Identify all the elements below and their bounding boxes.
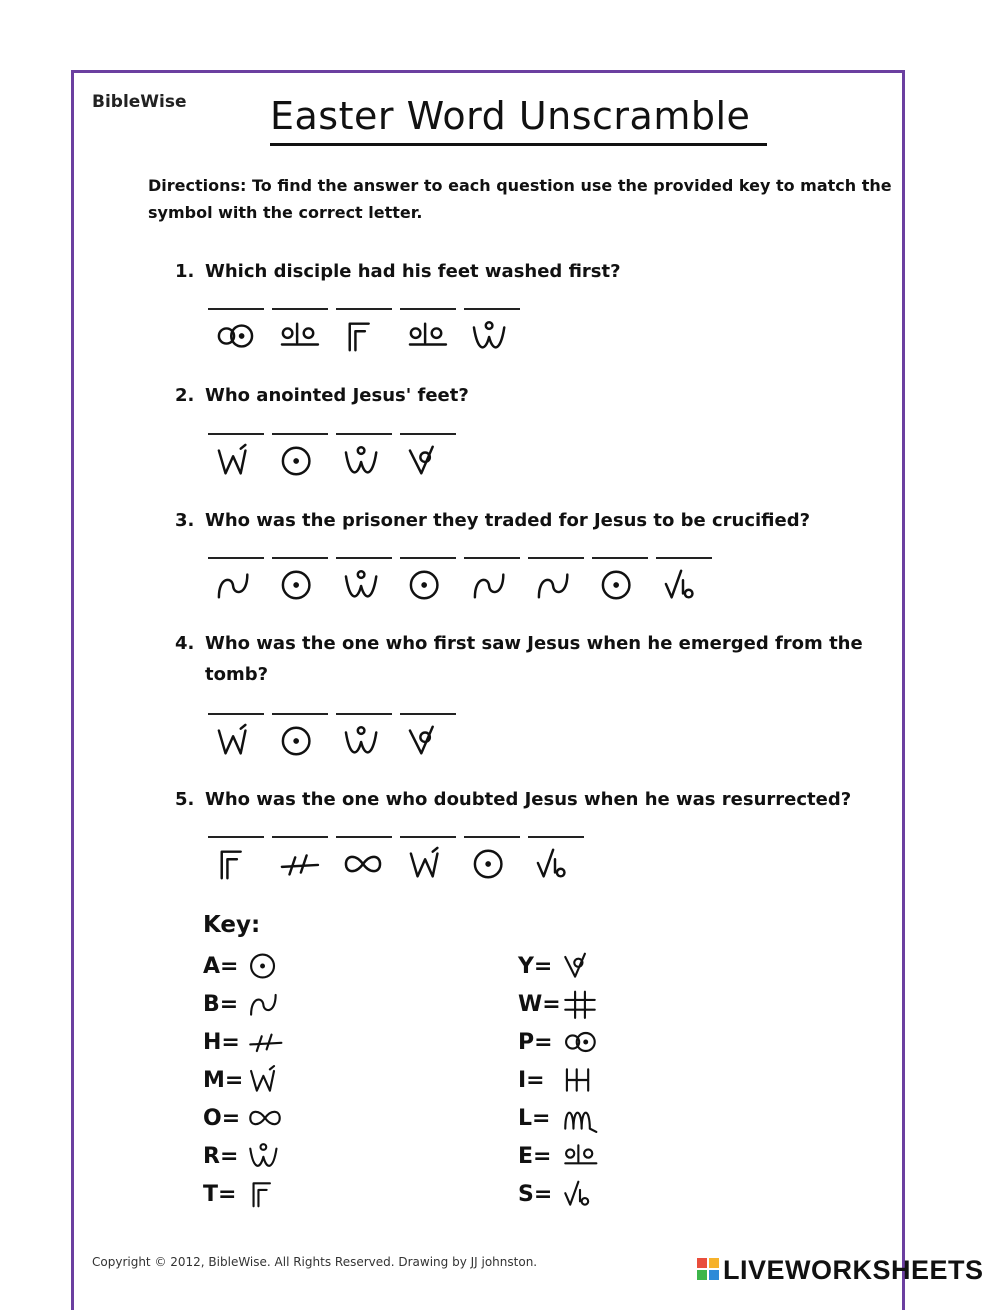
liveworksheets-text: LIVEWORKSHEETS: [723, 1255, 984, 1285]
answer-blank[interactable]: [208, 713, 264, 715]
key-label: P=: [518, 1030, 553, 1055]
cipher-symbol-t-icon: [247, 1178, 283, 1210]
liveworksheets-icon: [697, 1258, 719, 1280]
cipher-symbol-l-icon: [562, 1102, 598, 1134]
question-number: 5.: [175, 789, 195, 810]
answer-blank[interactable]: [272, 713, 328, 715]
cipher-symbol-a-icon: [247, 950, 283, 982]
cipher-symbol-m-icon: [406, 846, 448, 882]
key-label: E=: [518, 1144, 552, 1169]
key-label: I=: [518, 1068, 545, 1093]
key-label: T=: [203, 1182, 237, 1207]
question-number: 2.: [175, 385, 195, 406]
answer-blank[interactable]: [336, 308, 392, 310]
key-label: W=: [518, 992, 561, 1017]
key-label: H=: [203, 1030, 240, 1055]
answer-blank[interactable]: [400, 308, 456, 310]
cipher-symbol-o-icon: [247, 1102, 283, 1134]
key-label: O=: [203, 1106, 241, 1131]
question-4: [175, 628, 890, 690]
question-3: [175, 505, 890, 536]
answer-blank[interactable]: [208, 308, 264, 310]
title-underline: [270, 143, 767, 146]
question-text: Which disciple had his feet washed first?: [205, 261, 621, 282]
answer-blank[interactable]: [272, 836, 328, 838]
answer-blank[interactable]: [400, 557, 456, 559]
answer-blank[interactable]: [400, 713, 456, 715]
answer-blank[interactable]: [400, 433, 456, 435]
cipher-symbol-p-icon: [562, 1026, 598, 1058]
question-text: Who was the one who doubted Jesus when he was resurrected?: [205, 789, 852, 810]
page-title: Easter Word Unscramble: [270, 94, 751, 138]
answer-blank[interactable]: [464, 308, 520, 310]
answer-blank[interactable]: [336, 836, 392, 838]
question-number: 3.: [175, 510, 195, 531]
copyright-text: Copyright © 2012, BibleWise. All Rights Reserved. Drawing by JJ johnston.: [92, 1255, 538, 1269]
cipher-symbol-h-icon: [278, 846, 320, 882]
cipher-symbol-y-icon: [406, 443, 448, 479]
cipher-symbol-i-icon: [562, 1064, 598, 1096]
cipher-symbol-h-icon: [247, 1026, 283, 1058]
cipher-symbol-b-icon: [470, 567, 512, 603]
cipher-symbol-m-icon: [214, 723, 256, 759]
cipher-symbol-w-icon: [562, 988, 598, 1020]
answer-blank[interactable]: [336, 713, 392, 715]
key-label: Y=: [518, 954, 553, 979]
cipher-symbol-r-icon: [342, 567, 384, 603]
cipher-symbol-e-icon: [278, 318, 320, 354]
question-text: Who anointed Jesus' feet?: [205, 385, 469, 406]
cipher-symbol-r-icon: [247, 1140, 283, 1172]
question-2: [175, 380, 890, 411]
key-label: A=: [203, 954, 239, 979]
cipher-symbol-a-icon: [470, 846, 512, 882]
key-label: M=: [203, 1068, 244, 1093]
answer-blank[interactable]: [656, 557, 712, 559]
cipher-symbol-s-icon: [562, 1178, 598, 1210]
question-number: 4.: [175, 633, 195, 654]
cipher-symbol-b-icon: [534, 567, 576, 603]
cipher-symbol-a-icon: [278, 567, 320, 603]
cipher-symbol-m-icon: [247, 1064, 283, 1096]
question-text: Who was the one who first saw Jesus when he emerged from the tomb?: [205, 633, 863, 685]
cipher-symbol-e-icon: [562, 1140, 598, 1172]
key-label: L=: [518, 1106, 551, 1131]
cipher-symbol-s-icon: [534, 846, 576, 882]
answer-blank[interactable]: [208, 433, 264, 435]
cipher-symbol-b-icon: [247, 988, 283, 1020]
question-5: [175, 784, 890, 815]
cipher-symbol-o-icon: [342, 846, 384, 882]
cipher-symbol-b-icon: [214, 567, 256, 603]
cipher-symbol-a-icon: [278, 443, 320, 479]
answer-blank[interactable]: [464, 557, 520, 559]
cipher-symbol-t-icon: [342, 318, 384, 354]
question-number: 1.: [175, 261, 195, 282]
cipher-symbol-m-icon: [214, 443, 256, 479]
cipher-symbol-t-icon: [214, 846, 256, 882]
answer-blank[interactable]: [272, 433, 328, 435]
cipher-symbol-r-icon: [342, 723, 384, 759]
cipher-symbol-a-icon: [278, 723, 320, 759]
key-label: S=: [518, 1182, 553, 1207]
answer-blank[interactable]: [272, 557, 328, 559]
answer-blank[interactable]: [464, 836, 520, 838]
cipher-symbol-p-icon: [214, 318, 256, 354]
answer-blank[interactable]: [272, 308, 328, 310]
cipher-symbol-r-icon: [470, 318, 512, 354]
cipher-symbol-r-icon: [342, 443, 384, 479]
answer-blank[interactable]: [208, 557, 264, 559]
cipher-symbol-a-icon: [598, 567, 640, 603]
answer-blank[interactable]: [336, 557, 392, 559]
directions-text: Directions: To find the answer to each question use the provided key to match the symbol with the correct letter.: [148, 176, 892, 222]
cipher-symbol-s-icon: [662, 567, 704, 603]
cipher-symbol-e-icon: [406, 318, 448, 354]
brand-logo-text: BibleWise: [92, 92, 187, 112]
key-title: Key:: [203, 912, 261, 938]
answer-blank[interactable]: [400, 836, 456, 838]
cipher-symbol-y-icon: [406, 723, 448, 759]
key-label: B=: [203, 992, 239, 1017]
answer-blank[interactable]: [208, 836, 264, 838]
question-text: Who was the prisoner they traded for Jesus to be crucified?: [205, 510, 811, 531]
key-label: R=: [203, 1144, 239, 1169]
answer-blank[interactable]: [528, 836, 584, 838]
answer-blank[interactable]: [336, 433, 392, 435]
cipher-symbol-y-icon: [562, 950, 598, 982]
answer-blank[interactable]: [528, 557, 584, 559]
answer-blank[interactable]: [592, 557, 648, 559]
question-1: [175, 256, 890, 287]
cipher-symbol-a-icon: [406, 567, 448, 603]
